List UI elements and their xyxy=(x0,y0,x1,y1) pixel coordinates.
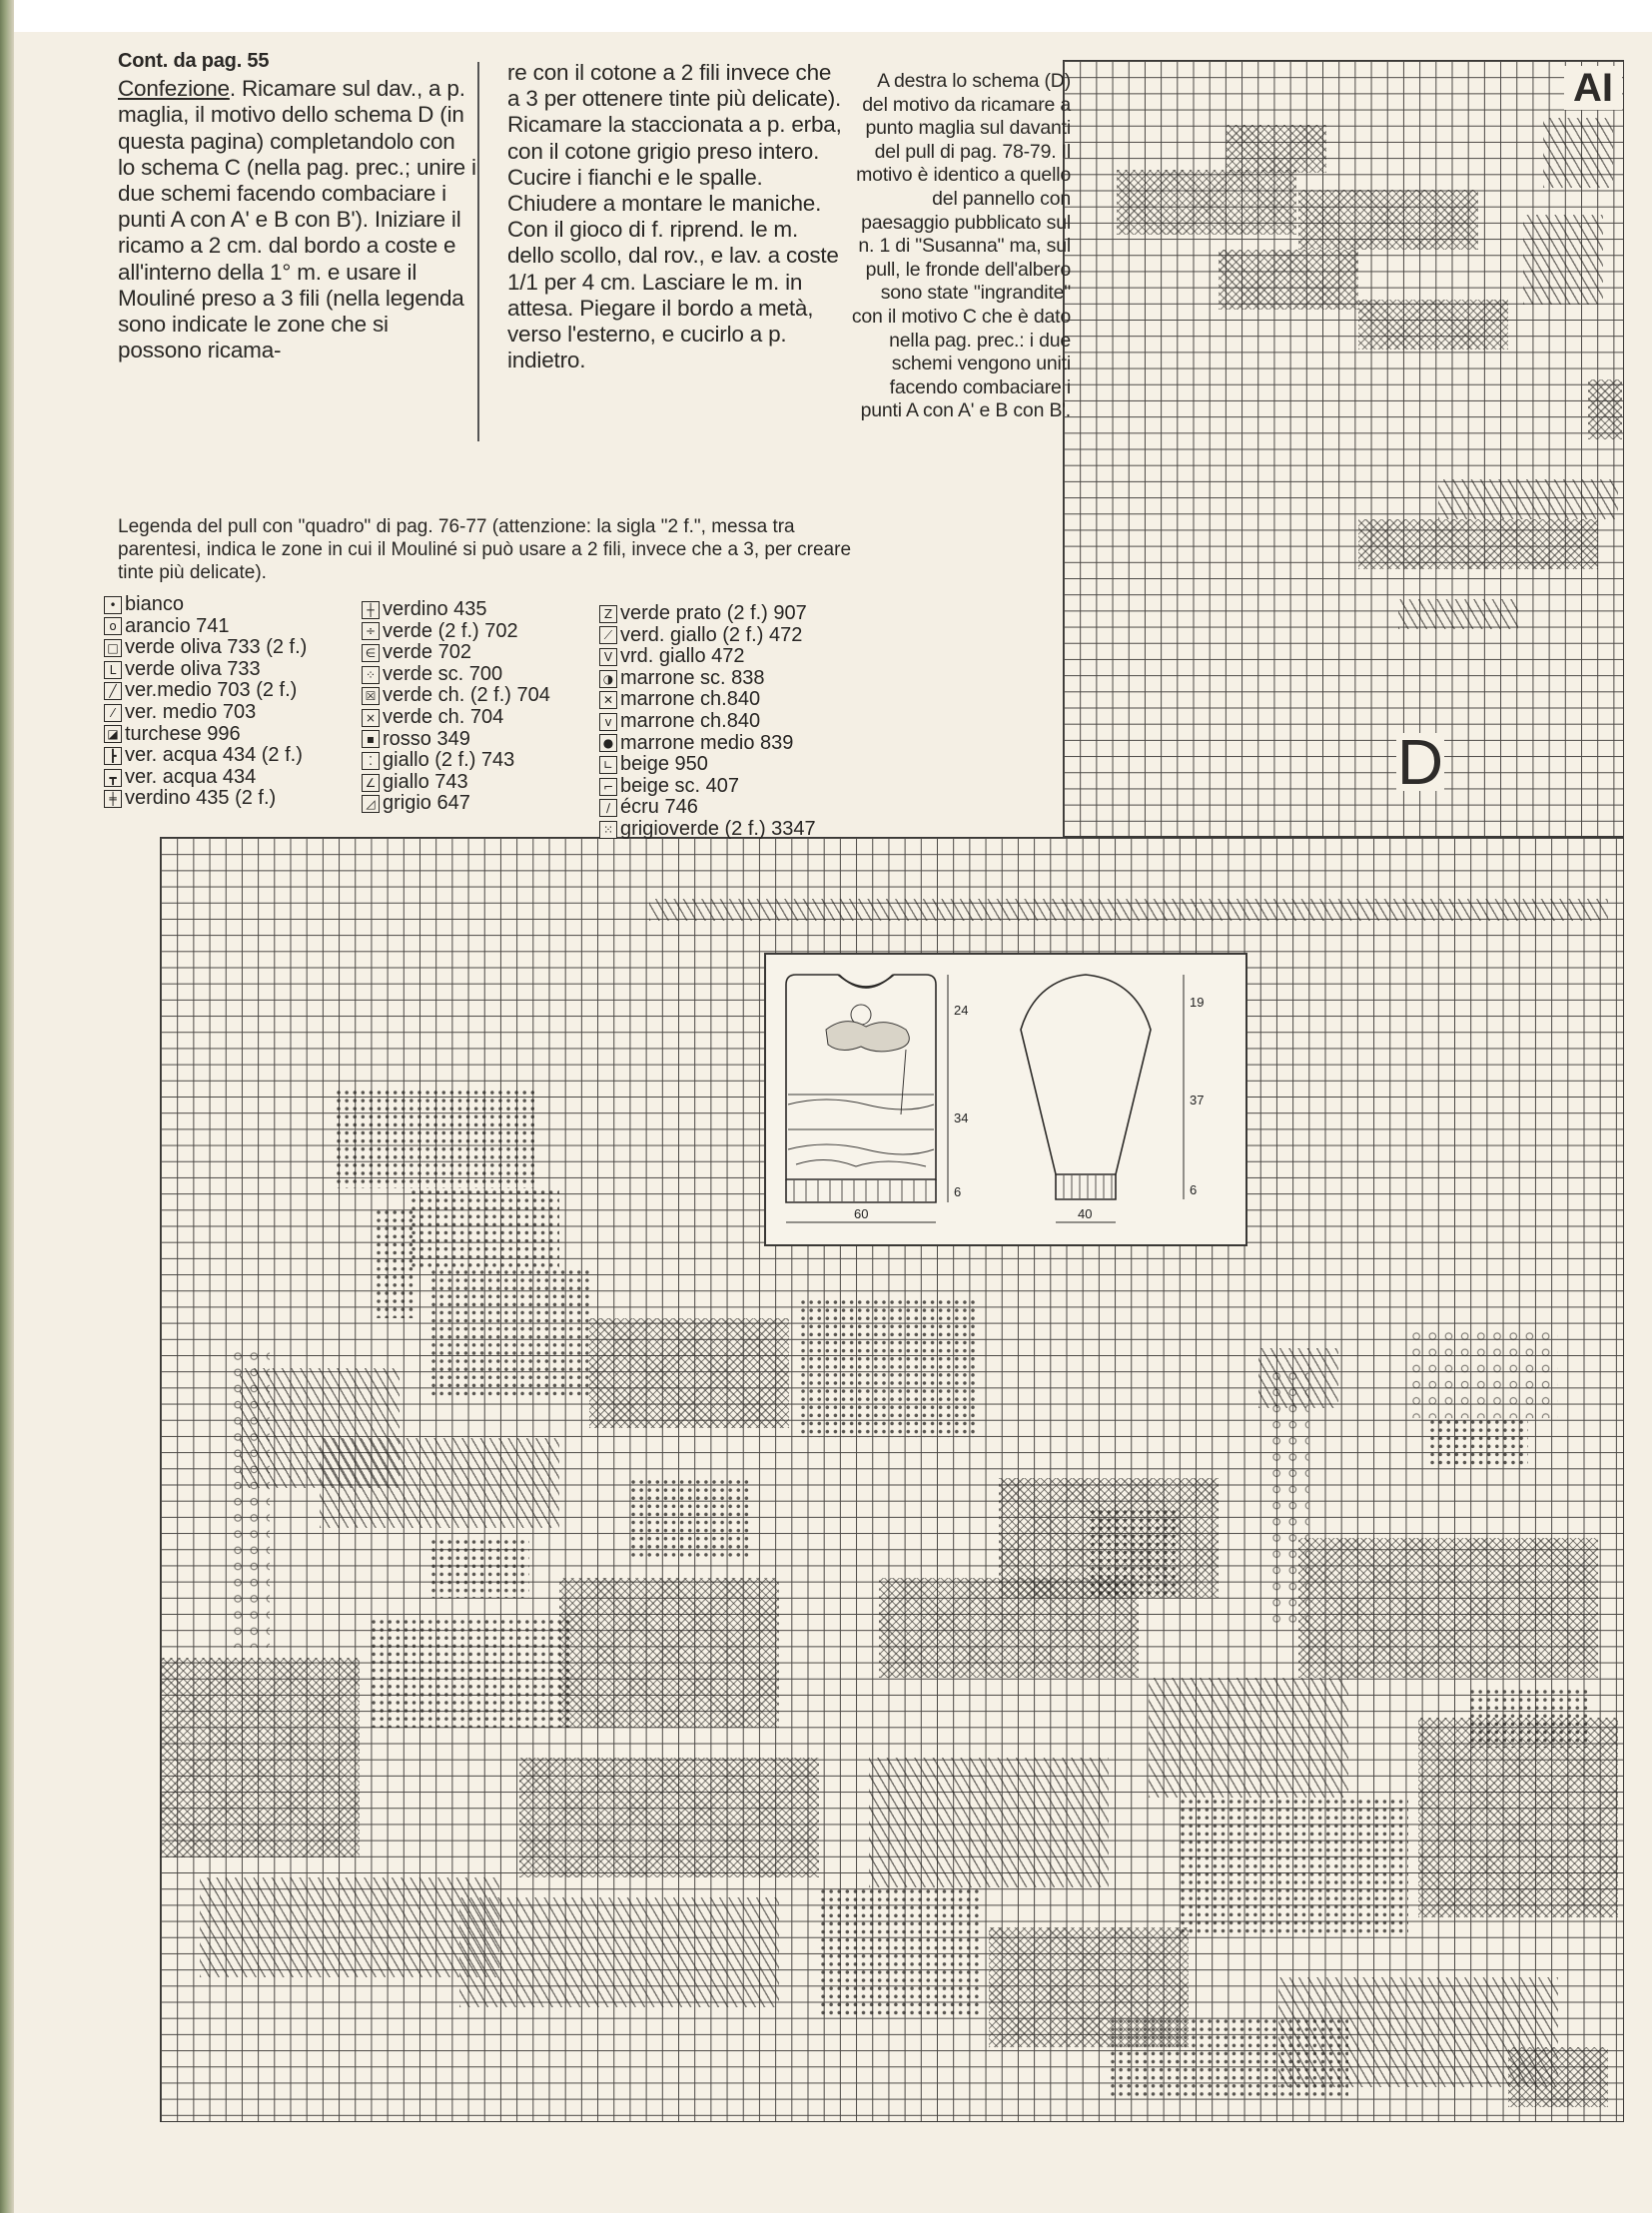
section-heading: Confezione xyxy=(118,76,230,102)
legend-label: marrone sc. 838 xyxy=(620,666,765,689)
legend-item xyxy=(104,767,307,789)
legend-label: verde oliva 733 xyxy=(125,657,261,680)
legend-symbol-icon: ⌐ xyxy=(599,778,617,796)
legend-symbol-icon: L xyxy=(104,661,122,679)
caption-column xyxy=(847,70,1071,423)
legend-item xyxy=(599,603,816,625)
legend-symbol-icon: ⁙ xyxy=(599,821,617,839)
legend-symbol-icon: ⁘ xyxy=(362,666,380,684)
legend-item xyxy=(599,754,816,776)
pattern-block xyxy=(1358,300,1508,350)
pattern-block xyxy=(320,1438,559,1528)
pattern-block xyxy=(1089,1508,1179,1598)
legend-label: verd. giallo (2 f.) 472 xyxy=(620,623,803,646)
legend-symbol-icon: ⁄ xyxy=(104,704,122,722)
pattern-block xyxy=(160,1658,360,1857)
page-binding-edge xyxy=(0,0,14,2213)
instructions-column-2 xyxy=(507,60,847,373)
front-body-height: 34 xyxy=(954,1110,969,1125)
legend-label: rosso 349 xyxy=(383,727,470,750)
legend-intro: Legenda del pull con "quadro" di pag. 76-77 (attenzione: la sigla "2 f.", messa tra parentesi, indica le zone in cui il Mouliné si può usare a 2 fili, invece che a 3, per creare tinte più delicate). xyxy=(118,516,852,583)
legend-item xyxy=(104,788,307,810)
legend-item xyxy=(104,594,307,616)
legend-label: ver. acqua 434 xyxy=(125,765,257,788)
legend-label: giallo (2 f.) 743 xyxy=(383,749,515,772)
legend-symbol-icon: ⁚ xyxy=(362,752,380,770)
pattern-block xyxy=(559,1578,779,1728)
legend-symbol-icon: ∠ xyxy=(362,774,380,792)
pattern-block xyxy=(1149,1678,1348,1798)
legend-item xyxy=(599,776,816,798)
pattern-block xyxy=(1117,170,1296,235)
pattern-block xyxy=(1508,2047,1608,2107)
sleeve-rib-height: 6 xyxy=(1190,1182,1198,1197)
pattern-block xyxy=(1408,1328,1558,1418)
legend-item xyxy=(362,772,550,794)
legend-label: turchese 996 xyxy=(125,722,241,745)
pattern-block xyxy=(1428,1418,1528,1468)
legend-label: ver. medio 703 xyxy=(125,700,257,723)
legend-symbol-icon: ╱ xyxy=(104,682,122,700)
legend-item xyxy=(599,689,816,711)
legend-label: verde ch. 704 xyxy=(383,705,504,728)
legend-symbol-icon: ● xyxy=(599,734,617,752)
pattern-block xyxy=(370,1618,569,1728)
schematic-drawing xyxy=(766,955,1245,1244)
column-divider xyxy=(477,62,479,441)
pattern-block xyxy=(410,1188,559,1268)
front-width: 60 xyxy=(854,1206,869,1221)
pattern-block xyxy=(429,1538,529,1598)
legend-symbol-icon: ◿ xyxy=(362,795,380,813)
legend-item xyxy=(104,659,307,681)
pattern-block xyxy=(1398,599,1518,629)
legend-label: ver.medio 703 (2 f.) xyxy=(125,679,298,702)
legend-symbol-icon: V xyxy=(599,648,617,666)
sleeve-body-height: 37 xyxy=(1190,1093,1205,1107)
legend-label: écru 746 xyxy=(620,796,698,819)
legend-item xyxy=(599,668,816,690)
legend-symbol-icon: ◪ xyxy=(104,725,122,743)
legend-item xyxy=(104,702,307,724)
legend-item xyxy=(362,729,550,751)
legend-label: verde (2 f.) 702 xyxy=(383,619,518,642)
pattern-block xyxy=(1468,1688,1588,1748)
legend-symbol-icon: ∈ xyxy=(362,644,380,662)
legend-symbol-icon: ☒ xyxy=(362,687,380,705)
legend-symbol-icon: ▪ xyxy=(362,730,380,748)
legend-label: verde 702 xyxy=(383,641,471,664)
pattern-block xyxy=(1588,379,1622,439)
schema-letter: D xyxy=(1396,726,1444,798)
legend-label: marrone medio 839 xyxy=(620,731,794,754)
pattern-block xyxy=(649,899,1608,921)
legend-label: beige 950 xyxy=(620,753,708,776)
legend-symbol-icon: o xyxy=(104,617,122,635)
legend-item xyxy=(599,711,816,733)
pattern-block xyxy=(1109,2017,1348,2097)
legend-item xyxy=(362,685,550,707)
legend-symbol-icon: v xyxy=(599,713,617,731)
pattern-block xyxy=(1438,479,1618,519)
pattern-block xyxy=(429,1268,589,1398)
pattern-block xyxy=(1298,1538,1598,1678)
column-2-text: re con il cotone a 2 fili invece che a 3 per ottenere tinte più delicate). Ricamare la staccionata a p. erba, con il cotone grigio preso intero. Cucire i fianchi e le spalle. Chiudere a montare le maniche. Con il gioco di f. riprend. le m. dello scollo, dal rov., e lav. a coste 1/1 per 4 cm. Lasciare le m. in attesa. Piegare il bordo a metà, verso l'esterno, e cucirlo a p. indietro. xyxy=(507,60,842,373)
continued-note: Cont. da pag. 55 xyxy=(118,50,270,72)
legend-label: marrone ch.840 xyxy=(620,709,761,732)
legend-item xyxy=(104,680,307,702)
legend-column-2 xyxy=(362,599,550,815)
legend-item xyxy=(104,637,307,659)
rib-lines xyxy=(794,1180,926,1201)
sleeve-width: 40 xyxy=(1078,1206,1093,1221)
legend-item xyxy=(362,793,550,815)
sleeve-top-height: 19 xyxy=(1190,995,1205,1010)
legend-label: giallo 743 xyxy=(383,770,468,793)
legend-label: verdino 435 xyxy=(383,598,487,620)
legend-symbol-icon: ┼ xyxy=(362,601,380,619)
sleeve-rib-lines xyxy=(1064,1175,1112,1198)
legend-item xyxy=(104,616,307,638)
legend-symbol-icon: ⟋ xyxy=(599,626,617,644)
pattern-block xyxy=(589,1318,789,1428)
legend-symbol-icon: ∕ xyxy=(599,799,617,817)
legend-item xyxy=(362,664,550,686)
legend-label: verde sc. 700 xyxy=(383,662,503,685)
pattern-block xyxy=(819,1887,979,2017)
legend-symbol-icon: ┣ xyxy=(104,747,122,765)
column-1-text: . Ricamare sul dav., a p. maglia, il motivo dello schema D (in questa pagina) completandolo con lo schema C (nella pag. prec.; unire i due schemi facendo combaciare i punti A con A' e B con B'). Iniziare il ricamo a 2 cm. dal bordo a coste e all'interno della 1° m. e usare il Mouliné preso a 3 fili (nella legenda sono indicate le zone che si possono ricama- xyxy=(118,76,476,364)
legend-label: bianco xyxy=(125,593,184,615)
pattern-block xyxy=(200,1877,499,1977)
pattern-block xyxy=(869,1758,1109,1887)
legend-item xyxy=(599,819,816,841)
pattern-block xyxy=(1523,215,1603,305)
legend-item xyxy=(599,797,816,819)
legend-label: verde oliva 733 (2 f.) xyxy=(125,636,308,659)
legend-label: grigio 647 xyxy=(383,792,470,815)
pattern-block xyxy=(1418,1718,1618,1917)
legend-label: beige sc. 407 xyxy=(620,774,739,797)
legend-item xyxy=(599,625,816,647)
pattern-block xyxy=(459,1897,779,2007)
pattern-block xyxy=(230,1348,270,1648)
legend-item xyxy=(362,621,550,643)
legend-label: arancio 741 xyxy=(125,614,230,637)
legend-symbol-icon: ◑ xyxy=(599,670,617,688)
corner-mark: AI xyxy=(1564,66,1622,110)
legend-item xyxy=(599,646,816,668)
pattern-block xyxy=(1298,190,1478,250)
legend-label: grigioverde (2 f.) 3347 xyxy=(620,817,816,840)
legend-item xyxy=(104,724,307,746)
front-rib-height: 6 xyxy=(954,1184,962,1199)
pattern-block xyxy=(1358,519,1598,569)
legend-item xyxy=(599,733,816,755)
legend-label: verde ch. (2 f.) 704 xyxy=(383,684,550,707)
sleeve-dimension-lines xyxy=(1056,975,1184,1222)
sleeve-outline xyxy=(1021,975,1151,1199)
legend-symbol-icon: ┳ xyxy=(104,769,122,787)
left-margin-panel xyxy=(14,835,160,2133)
legend-item xyxy=(362,750,550,772)
instructions-column-1 xyxy=(118,48,477,364)
legend-label: ver. acqua 434 (2 f.) xyxy=(125,744,303,767)
pattern-block xyxy=(335,1089,534,1188)
pattern-block xyxy=(1227,125,1326,173)
legend-symbol-icon: × xyxy=(362,709,380,727)
front-dimension-lines xyxy=(786,975,948,1222)
front-top-height: 24 xyxy=(954,1003,969,1018)
pattern-block xyxy=(1543,118,1613,188)
caption-text: A destra lo schema (D) del motivo da ricamare a punto maglia sul davanti del pull di pag. 78-79. Il motivo è identico a quello del pannello con paesaggio pubblicato sul n. 1 di "Susanna" ma, sul pull, le fronde dell'albero sono state "ingrandite" con il motivo C che è dato nella pag. prec.: i due schemi vengono uniti facendo combaciare i punti A con A' e B con B'. xyxy=(851,70,1071,422)
legend-symbol-icon: □ xyxy=(104,639,122,657)
legend-label: verdino 435 (2 f.) xyxy=(125,787,277,810)
legend-symbol-icon: ✕ xyxy=(599,691,617,709)
landscape-illustration xyxy=(788,1005,934,1166)
legend-label: vrd. giallo 472 xyxy=(620,645,745,668)
pattern-block xyxy=(1219,250,1358,310)
legend-item xyxy=(362,707,550,729)
legend-item xyxy=(362,599,550,621)
legend-symbol-icon: ╪ xyxy=(104,790,122,808)
legend-symbol-icon: ∟ xyxy=(599,756,617,774)
pattern-block xyxy=(1179,1798,1408,1937)
legend-label: marrone ch.840 xyxy=(620,688,761,711)
pattern-block xyxy=(519,1758,819,1877)
legend-column-3 xyxy=(599,603,816,841)
pattern-block xyxy=(799,1298,979,1438)
pattern-block xyxy=(1258,1348,1338,1408)
legend-symbol-icon: • xyxy=(104,596,122,614)
legend-symbol-icon: ÷ xyxy=(362,622,380,640)
legend-item xyxy=(362,642,550,664)
legend-label: verde prato (2 f.) 907 xyxy=(620,602,807,624)
page-top-margin xyxy=(0,0,1652,32)
pattern-block xyxy=(629,1478,749,1558)
front-body-outline xyxy=(786,975,936,1202)
legend-symbol-icon: Z xyxy=(599,605,617,623)
pattern-block xyxy=(375,1208,414,1318)
legend-column-1 xyxy=(104,594,307,810)
legend-item xyxy=(104,745,307,767)
garment-schematic xyxy=(764,953,1247,1246)
